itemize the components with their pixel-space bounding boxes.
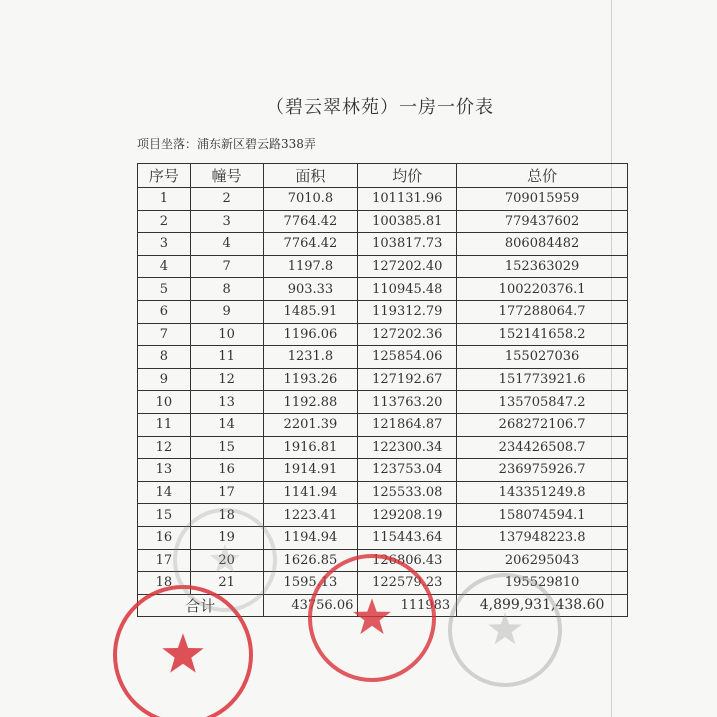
total-price: 137948223.8: [457, 526, 628, 549]
row-number: 8: [138, 346, 191, 369]
table-row: [138, 368, 628, 391]
building-number: 7: [190, 255, 263, 278]
total-price: 806084482: [457, 233, 628, 256]
total-price: 177288064.7: [457, 300, 628, 323]
total-price: 206295043: [457, 549, 628, 572]
area: 7764.42: [263, 210, 358, 233]
col-header: 面积: [263, 164, 358, 188]
total-price: 152363029: [457, 255, 628, 278]
avg-price: 121864.87: [358, 413, 457, 436]
avg-price: 100385.81: [358, 210, 457, 233]
area: 1223.41: [263, 504, 358, 527]
table-row: [138, 549, 628, 572]
avg-price: 125854.06: [358, 346, 457, 369]
area: 1141.94: [263, 481, 358, 504]
avg-price: 103817.73: [358, 233, 457, 256]
building-number: 21: [190, 572, 263, 595]
table-row: [138, 323, 628, 346]
building-number: 8: [190, 278, 263, 301]
area: 7764.42: [263, 233, 358, 256]
building-number: 19: [190, 526, 263, 549]
row-number: 6: [138, 300, 191, 323]
area: 1197.8: [263, 255, 358, 278]
table-row: [138, 300, 628, 323]
area: 1193.26: [263, 368, 358, 391]
avg-price: 122300.34: [358, 436, 457, 459]
avg-price: 127202.40: [358, 255, 457, 278]
project-location: 项目坐落：浦东新区碧云路338弄: [137, 137, 316, 151]
table-row: [138, 255, 628, 278]
table-row: [138, 188, 628, 211]
total-label: 合计: [138, 594, 264, 617]
avg-price: 122579.23: [358, 572, 457, 595]
area: 1626.85: [263, 549, 358, 572]
row-number: 16: [138, 526, 191, 549]
table-row: [138, 572, 628, 595]
building-number: 9: [190, 300, 263, 323]
row-number: 9: [138, 368, 191, 391]
table-row: [138, 233, 628, 256]
area: 1192.88: [263, 391, 358, 414]
total-row: [138, 594, 628, 617]
col-header: 序号: [138, 164, 191, 188]
row-number: 15: [138, 504, 191, 527]
row-number: 1: [138, 188, 191, 211]
row-number: 17: [138, 549, 191, 572]
total-price: 4,899,931,438.60: [457, 594, 628, 617]
building-number: 18: [190, 504, 263, 527]
total-price: 151773921.6: [457, 368, 628, 391]
total-price: 268272106.7: [457, 413, 628, 436]
document-title: （碧云翠林苑）一房一价表: [266, 97, 494, 118]
avg-price: 101131.96: [358, 188, 457, 211]
total-price: 143351249.8: [457, 481, 628, 504]
building-number: 16: [190, 459, 263, 482]
row-number: 14: [138, 481, 191, 504]
row-number: 3: [138, 233, 191, 256]
avg-price: 127192.67: [358, 368, 457, 391]
building-number: 11: [190, 346, 263, 369]
total-price: 155027036: [457, 346, 628, 369]
area: 2201.39: [263, 413, 358, 436]
col-header: 总价: [457, 164, 628, 188]
avg-price: 127202.36: [358, 323, 457, 346]
table-row: [138, 481, 628, 504]
table-row: [138, 526, 628, 549]
seal-star-icon: [162, 633, 203, 672]
area: 7010.8: [263, 188, 358, 211]
table-row: [138, 413, 628, 436]
total-price: 100220376.1: [457, 278, 628, 301]
building-number: 4: [190, 233, 263, 256]
table-row: [138, 504, 628, 527]
col-header: 均价: [358, 164, 457, 188]
total-price: 158074594.1: [457, 504, 628, 527]
building-number: 20: [190, 549, 263, 572]
building-number: 14: [190, 413, 263, 436]
area: 1231.8: [263, 346, 358, 369]
building-number: 3: [190, 210, 263, 233]
total-price: 152141658.2: [457, 323, 628, 346]
area: 1485.91: [263, 300, 358, 323]
price-table: [137, 163, 628, 617]
area: 903.33: [263, 278, 358, 301]
row-number: 11: [138, 413, 191, 436]
table-row: [138, 346, 628, 369]
table-row: [138, 459, 628, 482]
avg-price: 129208.19: [358, 504, 457, 527]
row-number: 5: [138, 278, 191, 301]
table-row: [138, 391, 628, 414]
row-number: 13: [138, 459, 191, 482]
building-number: 10: [190, 323, 263, 346]
row-number: 12: [138, 436, 191, 459]
header-row: [138, 164, 628, 188]
area: 1196.06: [263, 323, 358, 346]
table-row: [138, 278, 628, 301]
row-number: 18: [138, 572, 191, 595]
total-area: 43756.06: [263, 594, 358, 617]
total-price: 236975926.7: [457, 459, 628, 482]
avg-price: 110945.48: [358, 278, 457, 301]
row-number: 7: [138, 323, 191, 346]
avg-price: 123753.04: [358, 459, 457, 482]
building-number: 12: [190, 368, 263, 391]
area: 1595.13: [263, 572, 358, 595]
row-number: 10: [138, 391, 191, 414]
building-number: 13: [190, 391, 263, 414]
avg-price: 115443.64: [358, 526, 457, 549]
building-number: 17: [190, 481, 263, 504]
area: 1914.91: [263, 459, 358, 482]
area: 1194.94: [263, 526, 358, 549]
building-number: 15: [190, 436, 263, 459]
total-price: 195529810: [457, 572, 628, 595]
row-number: 4: [138, 255, 191, 278]
table-row: [138, 210, 628, 233]
total-avg-price: 111983: [358, 594, 457, 617]
table-row: [138, 436, 628, 459]
total-price: 135705847.2: [457, 391, 628, 414]
total-price: 779437602: [457, 210, 628, 233]
total-price: 709015959: [457, 188, 628, 211]
row-number: 2: [138, 210, 191, 233]
avg-price: 126806.43: [358, 549, 457, 572]
avg-price: 113763.20: [358, 391, 457, 414]
avg-price: 125533.08: [358, 481, 457, 504]
col-header: 幢号: [190, 164, 263, 188]
area: 1916.81: [263, 436, 358, 459]
avg-price: 119312.79: [358, 300, 457, 323]
total-price: 234426508.7: [457, 436, 628, 459]
building-number: 2: [190, 188, 263, 211]
